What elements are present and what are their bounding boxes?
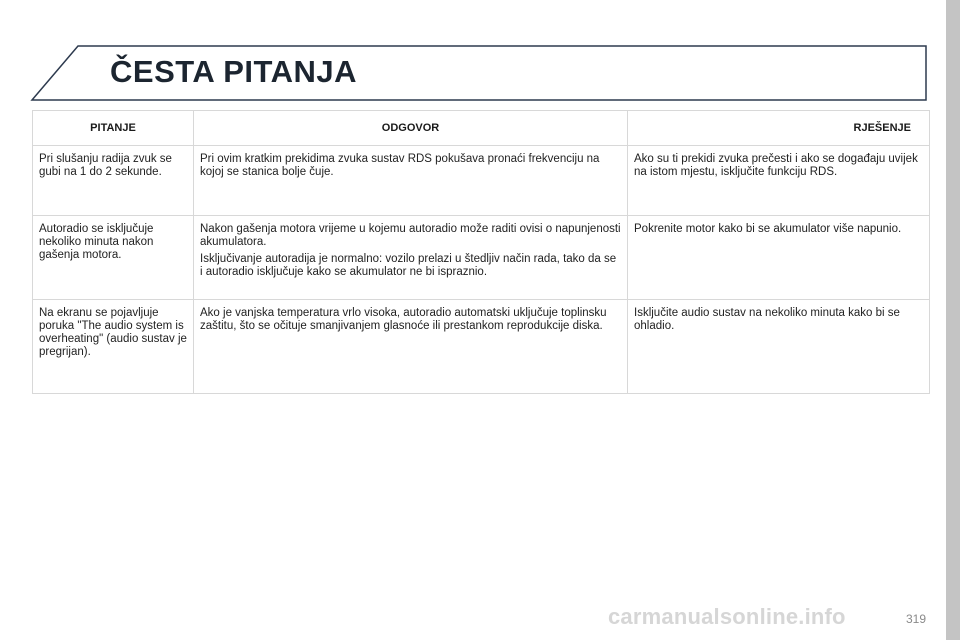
- solution-cell: Pokrenite motor kako bi se akumulator više napunio.: [628, 216, 930, 300]
- answer-paragraph: Isključivanje autoradija je normalno: vozilo prelazi u štedljiv način rada, tako da se i autoradio isključuje kako se akumulator ne bi ispraznio.: [200, 253, 617, 278]
- question-cell: Na ekranu se pojavljuje poruka "The audio system is overheating" (audio sustav je pregrijan).: [33, 300, 194, 394]
- answer-paragraph: Nakon gašenja motora vrijeme u kojemu autoradio može raditi ovisi o napunjenosti akumulatora.: [200, 223, 621, 248]
- answer-cell: [194, 216, 628, 300]
- page-title: ČESTA PITANJA: [110, 54, 358, 89]
- page-number: 319: [906, 612, 927, 626]
- answer-cell: [194, 300, 628, 394]
- table-row: [33, 216, 930, 300]
- solution-cell: Isključite audio sustav na nekoliko minuta kako bi se ohladio.: [628, 300, 930, 394]
- answer-paragraph: Pri ovim kratkim prekidima zvuka sustav RDS pokušava pronaći frekvenciju na kojoj se stanica bolje čuje.: [200, 153, 600, 178]
- side-bar: [946, 0, 960, 640]
- table-row: [33, 300, 930, 394]
- header-answer: ODGOVOR: [194, 111, 628, 146]
- watermark: carmanualsonline.info: [608, 604, 846, 629]
- question-cell: Pri slušanju radija zvuk se gubi na 1 do 2 sekunde.: [33, 146, 194, 216]
- answer-cell: [194, 146, 628, 216]
- table-row: [33, 146, 930, 216]
- title-banner: [30, 44, 928, 102]
- header-solution: RJEŠENJE: [628, 111, 930, 146]
- question-cell: Autoradio se isključuje nekoliko minuta nakon gašenja motora.: [33, 216, 194, 300]
- solution-cell: Ako su ti prekidi zvuka prečesti i ako se događaju uvijek na istom mjestu, isključite funkciju RDS.: [628, 146, 930, 216]
- header-question: PITANJE: [33, 111, 194, 146]
- faq-table: [32, 110, 930, 394]
- table-header-row: [33, 111, 930, 146]
- answer-paragraph: Ako je vanjska temperatura vrlo visoka, autoradio automatski uključuje toplinsku zaštitu, što se očituje smanjivanjem glasnoće ili prestankom reprodukcije diska.: [200, 307, 607, 332]
